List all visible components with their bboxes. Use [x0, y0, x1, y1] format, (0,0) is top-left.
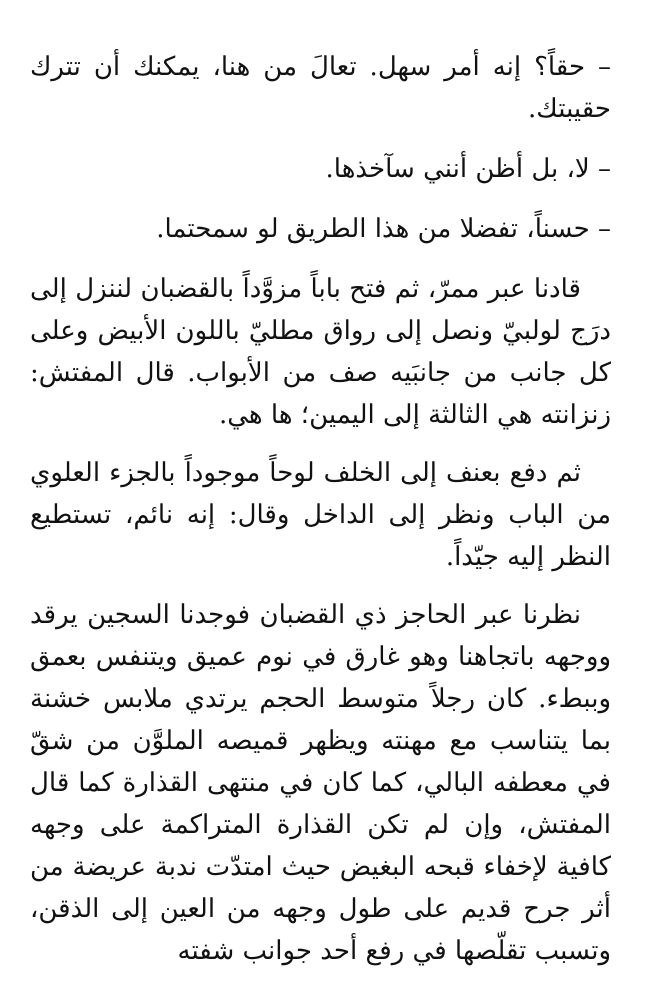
- paragraph: نظرنا عبر الحاجز ذي القضبان فوجدنا السجين يرقد ووجهه باتجاهنا وهو غارق في نوم عميق ويتنفس بعمق وببطء. كان رجلاً متوسط الحجم يرتدي ملابس خشنة بما يتناسب مع مهنته ويظهر قميصه الملوَّن من شقّ في معطفه البالي، كما كان في منتهى القذارة كما قال المفتش، وإن لم تكن القذارة المتراكمة على وجهه كافية لإخفاء قبحه البغيض حيث امتدّت ندبة عريضة من أثر جرح قديم على طول وجهه من العين إلى الذقن، وتسبب تقلّصها في رفع أحد جوانب شفته: [30, 600, 611, 966]
- dialogue-line: – حقاً؟ إنه أمر سهل. تعالَ من هنا، يمكنك أن تترك حقيبتك.: [30, 52, 611, 124]
- dialogue-line: – لا، بل أظن أنني سآخذها.: [325, 154, 611, 184]
- dialogue-line: – حسناً، تفضلا من هذا الطريق لو سمحتما.: [156, 214, 611, 244]
- paragraph: قادنا عبر ممرّ، ثم فتح باباً مزوَّداً بالقضبان لننزل إلى درَج لولبيّ ونصل إلى رواق مطليّ باللون الأبيض وعلى كل جانب من جانبَيه صف من الأبواب. قال المفتش: زنزانته هي الثالثة إلى اليمين؛ ها هي.: [30, 274, 611, 430]
- paragraph: ثم دفع بعنف إلى الخلف لوحاً موجوداً بالجزء العلوي من الباب ونظر إلى الداخل وقال: إنه نائم، تستطيع النظر إليه جيّداً.: [30, 458, 611, 572]
